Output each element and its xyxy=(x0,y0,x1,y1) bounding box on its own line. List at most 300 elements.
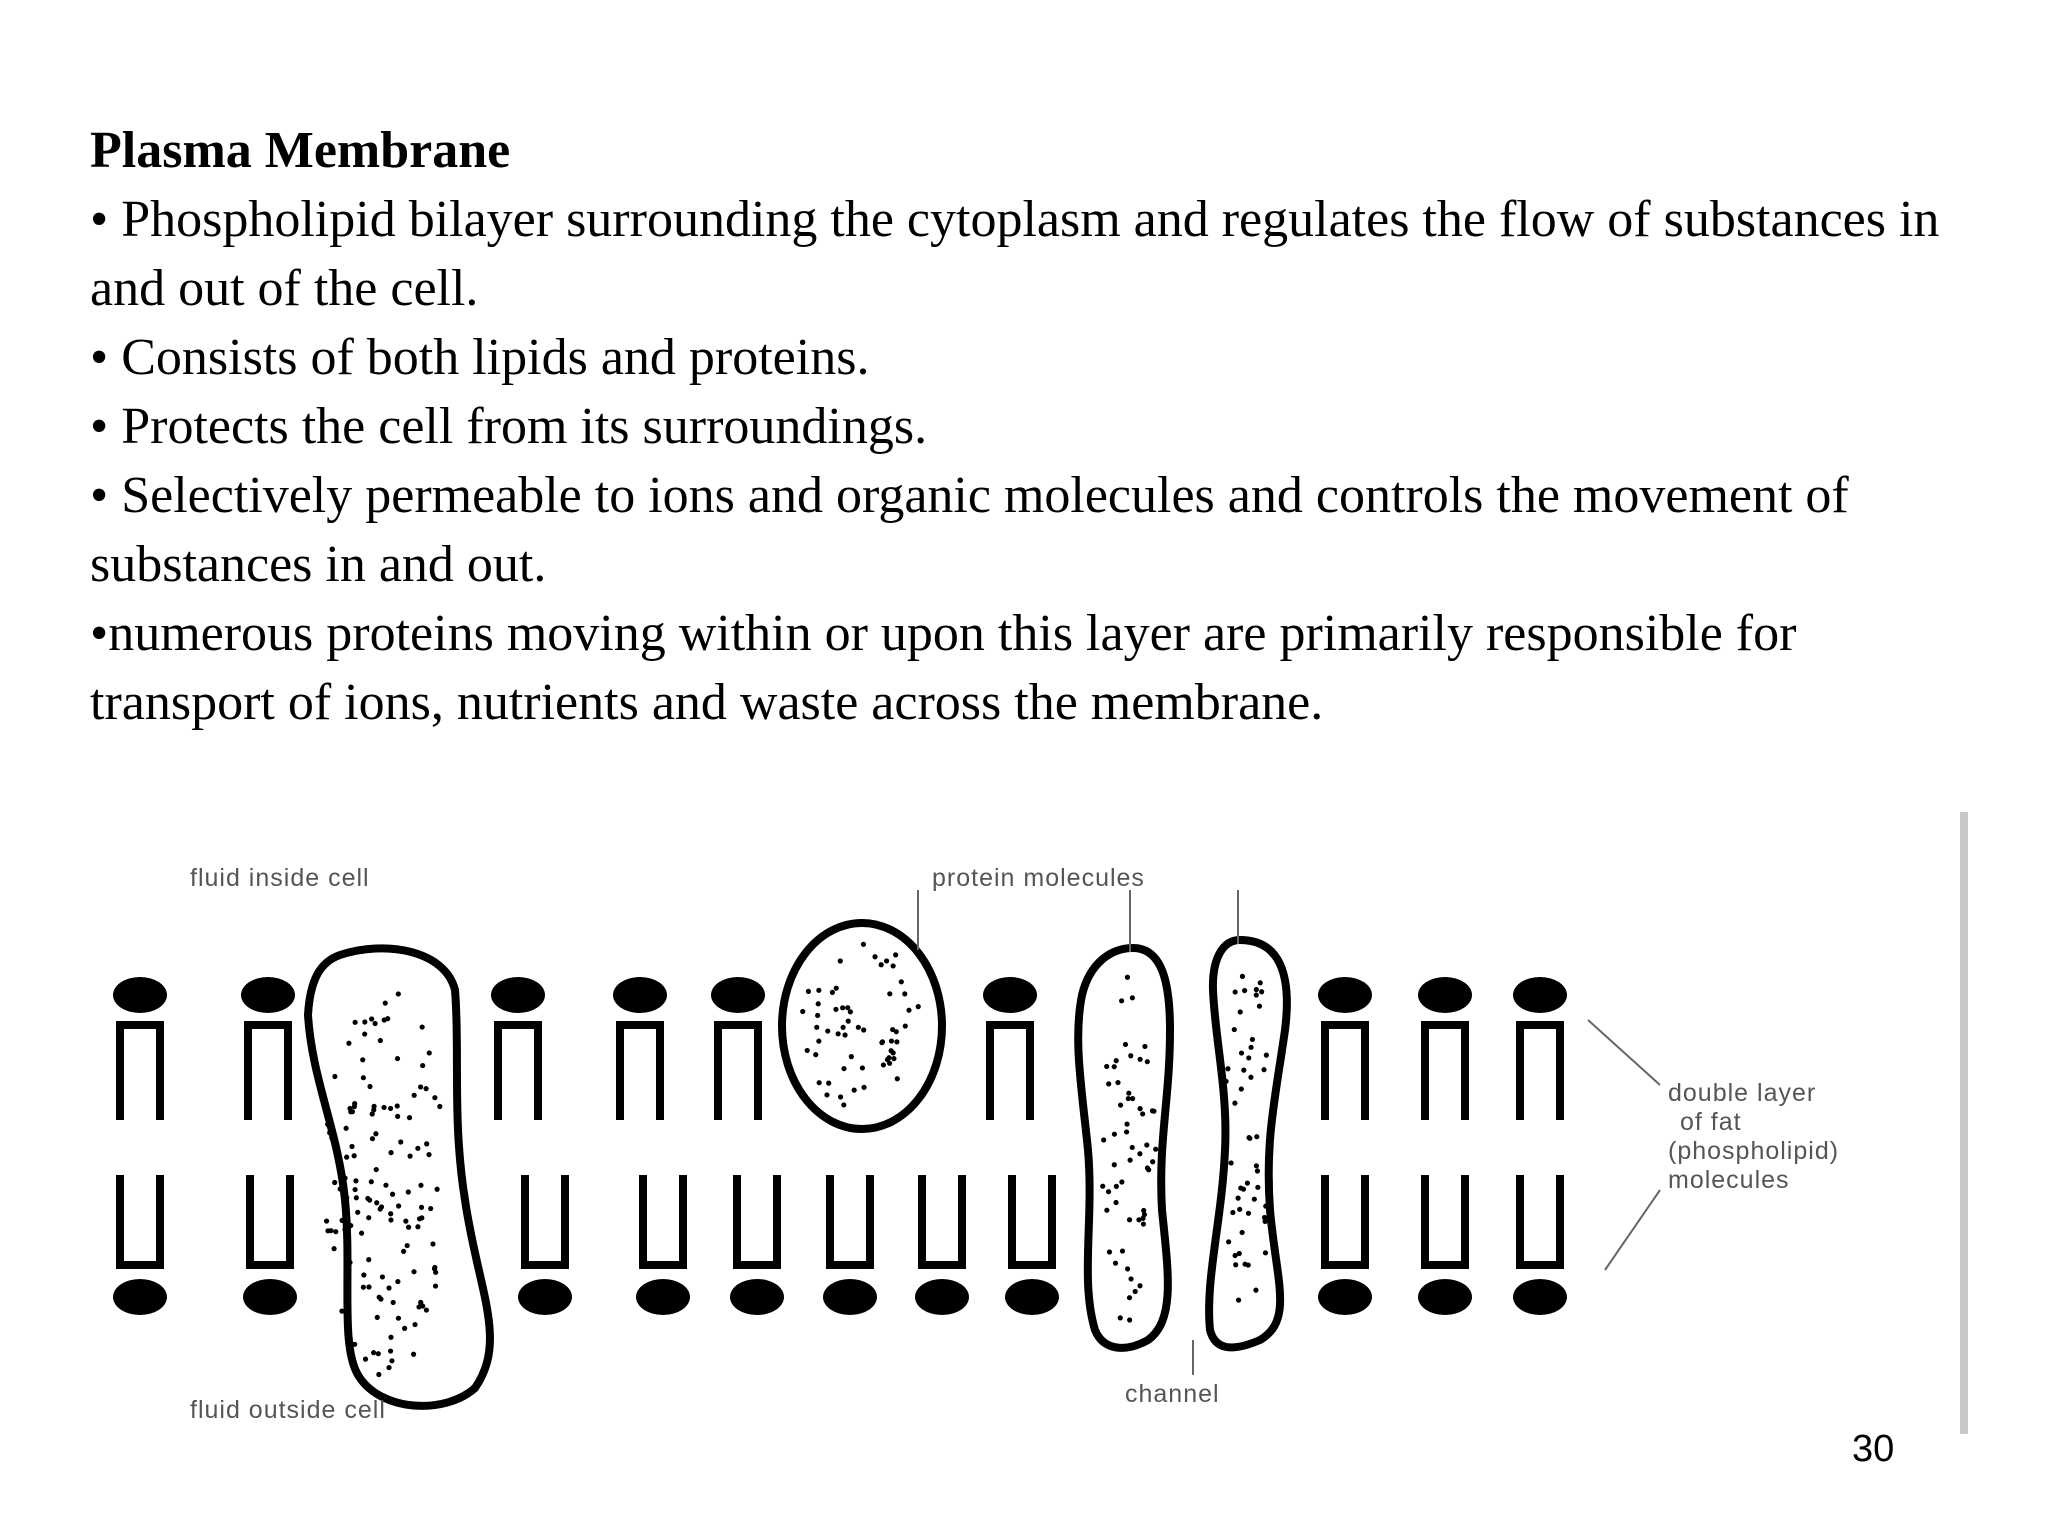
protein-dot xyxy=(840,1005,845,1010)
protein-dot xyxy=(861,1027,866,1032)
phospholipid-head xyxy=(823,1279,877,1315)
protein-dot xyxy=(371,1104,376,1109)
protein-dot xyxy=(1138,1106,1143,1111)
protein-dot xyxy=(360,1057,365,1062)
protein-dot xyxy=(332,1074,337,1079)
phospholipid-tail xyxy=(620,1025,660,1120)
phospholipid-head xyxy=(518,1279,572,1315)
protein-dot xyxy=(424,1141,429,1146)
protein-dot xyxy=(836,1031,841,1036)
protein-dot xyxy=(403,1219,408,1224)
protein-dot xyxy=(367,1084,372,1089)
protein-dot xyxy=(437,1104,442,1109)
protein-dot xyxy=(433,1283,438,1288)
protein-dot xyxy=(352,1187,357,1192)
protein-dot xyxy=(426,1152,431,1157)
protein-dot xyxy=(806,989,811,994)
protein-dot xyxy=(427,1050,432,1055)
protein-dot xyxy=(815,1013,820,1018)
protein-dot xyxy=(1236,1298,1241,1303)
protein-dot xyxy=(354,1195,359,1200)
protein-dot xyxy=(1114,1184,1119,1189)
protein-dot xyxy=(366,1284,371,1289)
protein-dot xyxy=(916,1004,921,1009)
protein-dot xyxy=(346,1041,351,1046)
protein-dot xyxy=(359,1231,364,1236)
protein-dot xyxy=(1224,1079,1229,1084)
protein-dot xyxy=(388,1106,393,1111)
protein-dot xyxy=(1240,1230,1245,1235)
protein-dot xyxy=(406,1225,411,1230)
protein-dot xyxy=(406,1189,411,1194)
protein-dot xyxy=(1113,1261,1118,1266)
protein-dot xyxy=(1130,1145,1135,1150)
phospholipid-head xyxy=(983,977,1037,1013)
protein-dot xyxy=(375,1315,380,1320)
protein-dot xyxy=(402,1326,407,1331)
protein-dot xyxy=(430,1241,435,1246)
bullet-1: • Phospholipid bilayer surrounding the cytoplasm and regulates the flow of substances in and out of the cell. xyxy=(90,191,1940,317)
protein-dot xyxy=(373,1021,378,1026)
protein-dot xyxy=(1119,998,1124,1003)
protein-dot xyxy=(380,1274,385,1279)
protein-dot xyxy=(805,1048,810,1053)
protein-dot xyxy=(1123,1042,1128,1047)
protein-dot xyxy=(852,1088,857,1093)
protein-dot xyxy=(1255,1185,1260,1190)
protein-dot xyxy=(432,1265,437,1270)
protein-dot xyxy=(411,1269,416,1274)
protein-dot xyxy=(894,1039,899,1044)
protein-dot xyxy=(382,1017,387,1022)
protein-dot xyxy=(374,1167,379,1172)
protein-dot xyxy=(1240,974,1245,979)
protein-dot xyxy=(338,1186,343,1191)
protein-dot xyxy=(1254,987,1259,992)
protein-dot xyxy=(1104,1064,1109,1069)
protein-dot xyxy=(362,1019,367,1024)
protein-dot xyxy=(891,1056,896,1061)
protein-dot xyxy=(889,1038,894,1043)
phospholipid-head xyxy=(491,977,545,1013)
phospholipid-tail xyxy=(1325,1025,1365,1120)
protein-dot xyxy=(1118,1102,1123,1107)
phospholipid-tail xyxy=(1520,1175,1560,1265)
slide-text xyxy=(90,116,1990,737)
bullet-5: •numerous proteins moving within or upon this layer are primarily responsible for transport of ions, nutrients and waste across the membrane. xyxy=(90,605,1797,731)
bullet-3: • Protects the cell from its surroundings. xyxy=(90,398,928,455)
phospholipid-head xyxy=(730,1279,784,1315)
phospholipid-head xyxy=(1418,977,1472,1013)
phospholipid-head xyxy=(1513,1279,1567,1315)
protein-dot xyxy=(1246,1211,1251,1216)
protein-dot xyxy=(412,1322,417,1327)
protein-dot xyxy=(1239,1086,1244,1091)
phospholipid-tail xyxy=(120,1175,160,1265)
protein-dot xyxy=(355,1210,360,1215)
protein-dot xyxy=(381,1105,386,1110)
protein-dot xyxy=(1225,1066,1230,1071)
protein-dot xyxy=(1137,1283,1142,1288)
protein-dot xyxy=(333,1229,338,1234)
membrane-diagram xyxy=(0,800,2048,1440)
protein-dot xyxy=(415,1224,420,1229)
protein-dot xyxy=(813,1052,818,1057)
protein-dot xyxy=(1226,1239,1231,1244)
protein-dot xyxy=(331,1246,336,1251)
protein-dot xyxy=(1268,1180,1273,1185)
protein-dot xyxy=(361,1272,366,1277)
protein-dot xyxy=(1141,1221,1146,1226)
protein-dot xyxy=(826,1081,831,1086)
protein-dot xyxy=(1263,1204,1268,1209)
protein-dot xyxy=(848,1009,853,1014)
protein-dot xyxy=(363,1357,368,1362)
protein-dot xyxy=(879,962,884,967)
protein-dot xyxy=(424,1307,429,1312)
protein-dot xyxy=(377,1295,382,1300)
protein-dot xyxy=(352,1153,357,1158)
label-double-layer-1: double layer xyxy=(1668,1079,1817,1107)
protein-dot xyxy=(1237,1207,1242,1212)
protein-dot xyxy=(1136,1217,1141,1222)
protein-dot xyxy=(398,1139,403,1144)
protein-dot xyxy=(419,1205,424,1210)
protein-dot xyxy=(838,958,843,963)
protein-dot xyxy=(388,1217,393,1222)
protein-dot xyxy=(1106,1081,1111,1086)
protein-dot xyxy=(1115,1080,1120,1085)
protein-dot xyxy=(386,1285,391,1290)
protein-dot xyxy=(1140,1111,1145,1116)
protein-dot xyxy=(1242,988,1247,993)
protein-dot xyxy=(1112,1132,1117,1137)
protein-dot xyxy=(1142,1212,1147,1217)
protein-dot xyxy=(418,1084,423,1089)
phospholipid-tail xyxy=(830,1175,870,1265)
protein-dot xyxy=(1253,1288,1258,1293)
protein-dot xyxy=(378,1038,383,1043)
protein-dot xyxy=(886,1055,891,1060)
phospholipid-head xyxy=(711,977,765,1013)
protein-dot xyxy=(428,1206,433,1211)
protein-dot xyxy=(1238,1009,1243,1014)
protein-dot xyxy=(344,1155,349,1160)
protein-dot xyxy=(1120,1248,1125,1253)
protein-molecule-large xyxy=(308,948,490,1405)
protein-dot xyxy=(1146,1167,1151,1172)
slide-title: Plasma Membrane xyxy=(90,122,511,179)
protein-dot xyxy=(1246,1055,1251,1060)
protein-dot xyxy=(846,1019,851,1024)
protein-dot xyxy=(902,991,907,996)
phospholipid-tail xyxy=(1425,1025,1465,1120)
protein-dot xyxy=(395,1103,400,1108)
protein-dot xyxy=(1104,1208,1109,1213)
protein-dot xyxy=(1259,989,1264,994)
protein-dot xyxy=(343,1231,348,1236)
protein-dot xyxy=(376,1351,381,1356)
protein-dot xyxy=(1100,1184,1105,1189)
protein-dot xyxy=(838,1094,843,1099)
pointer-line-layer-top xyxy=(1588,1020,1660,1085)
label-double-layer-3: (phospholipid) xyxy=(1668,1137,1840,1165)
protein-dot xyxy=(1106,1189,1111,1194)
protein-dot xyxy=(824,1092,829,1097)
protein-dot xyxy=(849,1054,854,1059)
protein-dot xyxy=(1118,1315,1123,1320)
protein-dot xyxy=(418,1183,423,1188)
protein-dot xyxy=(367,1198,372,1203)
diagram-right-border xyxy=(1960,812,1968,1434)
bullet-2: • Consists of both lipids and proteins. xyxy=(90,329,870,386)
protein-dot xyxy=(1138,1057,1143,1062)
protein-dot xyxy=(1130,1096,1135,1101)
protein-dot xyxy=(415,1146,420,1151)
protein-dot xyxy=(411,1352,416,1357)
protein-dot xyxy=(1145,1059,1150,1064)
protein-dot xyxy=(841,1025,846,1030)
protein-dot xyxy=(1144,1142,1149,1147)
protein-dot xyxy=(378,1206,383,1211)
protein-dot xyxy=(352,1342,357,1347)
protein-dot xyxy=(1262,1219,1267,1224)
protein-dot xyxy=(1113,1200,1118,1205)
phospholipid-tail xyxy=(525,1175,565,1265)
phospholipid-head xyxy=(1418,1279,1472,1315)
protein-dot xyxy=(370,1111,375,1116)
protein-dot xyxy=(1150,1159,1155,1164)
protein-dot xyxy=(906,1008,911,1013)
protein-dot xyxy=(1124,1129,1129,1134)
protein-dot xyxy=(1230,1210,1235,1215)
protein-dot xyxy=(1255,1168,1260,1173)
protein-dot xyxy=(841,1066,846,1071)
protein-dot xyxy=(1257,1004,1262,1009)
label-fluid-outside-cell: fluid outside cell xyxy=(190,1396,386,1424)
protein-dot xyxy=(395,1056,400,1061)
label-double-layer-4: molecules xyxy=(1668,1166,1790,1194)
protein-dot xyxy=(376,1372,381,1377)
protein-dot xyxy=(884,958,889,963)
label-double-layer-2: of fat xyxy=(1680,1108,1742,1136)
protein-dot xyxy=(1127,1217,1132,1222)
protein-dot xyxy=(405,1243,410,1248)
protein-dot xyxy=(816,1039,821,1044)
protein-dot xyxy=(345,1218,350,1223)
protein-dot xyxy=(1107,1249,1112,1254)
protein-dot xyxy=(401,1249,406,1254)
protein-dot xyxy=(386,1365,391,1370)
protein-dot xyxy=(347,1260,352,1265)
protein-dot xyxy=(395,1114,400,1119)
phospholipid-head xyxy=(241,977,295,1013)
protein-dot xyxy=(348,1223,353,1228)
phospholipid-tail xyxy=(990,1025,1030,1120)
page-number: 30 xyxy=(1852,1428,1895,1470)
protein-dot xyxy=(418,1300,423,1305)
protein-dot xyxy=(1247,1136,1252,1141)
protein-dot xyxy=(366,1257,371,1262)
protein-dot xyxy=(369,1179,374,1184)
protein-dot xyxy=(339,1218,344,1223)
protein-dot xyxy=(370,1136,375,1141)
protein-dot xyxy=(861,942,866,947)
protein-dot xyxy=(339,1309,344,1314)
protein-dot xyxy=(417,1216,422,1221)
protein-dot xyxy=(1232,1253,1237,1258)
protein-dot xyxy=(1239,1050,1244,1055)
protein-dot xyxy=(343,1126,348,1131)
protein-dot xyxy=(1127,1317,1132,1322)
protein-dot xyxy=(1126,1091,1131,1096)
protein-dot xyxy=(891,1050,896,1055)
protein-dot xyxy=(388,1348,393,1353)
protein-dot xyxy=(1235,1196,1240,1201)
protein-dot xyxy=(1133,1289,1138,1294)
protein-dot xyxy=(1232,1101,1237,1106)
phospholipid-head xyxy=(1513,977,1567,1013)
phospholipid-tail xyxy=(1012,1175,1052,1265)
protein-dot xyxy=(1137,1151,1142,1156)
protein-dot xyxy=(872,954,877,959)
protein-dot xyxy=(361,1075,366,1080)
phospholipid-head xyxy=(1318,1279,1372,1315)
protein-dot xyxy=(1246,1262,1251,1267)
protein-dot xyxy=(816,1001,821,1006)
protein-dot xyxy=(860,1065,865,1070)
phospholipid-head xyxy=(113,1279,167,1315)
protein-dot xyxy=(1258,980,1263,985)
protein-dot xyxy=(371,1350,376,1355)
protein-dot xyxy=(1254,1163,1259,1168)
protein-dot xyxy=(383,1000,388,1005)
protein-dot xyxy=(388,1335,393,1340)
protein-dot xyxy=(841,1102,846,1107)
protein-dot xyxy=(390,1192,395,1197)
protein-dot xyxy=(834,986,839,991)
protein-dot xyxy=(816,988,821,993)
protein-dot xyxy=(1130,995,1135,1000)
protein-dot xyxy=(1128,1158,1133,1163)
protein-dot xyxy=(1153,1147,1158,1152)
protein-dot xyxy=(830,990,835,995)
protein-dot xyxy=(324,1218,329,1223)
protein-dot xyxy=(344,1195,349,1200)
protein-dot xyxy=(366,1215,371,1220)
protein-dot xyxy=(1128,1053,1133,1058)
protein-dot xyxy=(327,1130,332,1135)
protein-dot xyxy=(800,1009,805,1014)
protein-dot xyxy=(895,1076,900,1081)
phospholipid-tail xyxy=(250,1175,290,1265)
protein-dot xyxy=(893,952,898,957)
protein-dot xyxy=(1151,1109,1156,1114)
protein-dot xyxy=(1245,1180,1250,1185)
protein-dot xyxy=(1112,1064,1117,1069)
protein-dot xyxy=(396,991,401,996)
protein-dot xyxy=(1228,1160,1233,1165)
phospholipid-tail xyxy=(1325,1175,1365,1265)
protein-dot xyxy=(391,1300,396,1305)
protein-dot xyxy=(389,1358,394,1363)
protein-dot xyxy=(407,1154,412,1159)
protein-dot xyxy=(1261,1067,1266,1072)
protein-dot xyxy=(1254,1134,1259,1139)
protein-dot xyxy=(1252,1197,1257,1202)
protein-dot xyxy=(342,1176,347,1181)
label-fluid-inside-cell: fluid inside cell xyxy=(190,864,370,892)
protein-dot xyxy=(899,979,904,984)
protein-dot xyxy=(388,1150,393,1155)
phospholipid-tail xyxy=(1520,1025,1560,1120)
protein-dot xyxy=(369,1016,374,1021)
protein-dot xyxy=(891,963,896,968)
phospholipid-tail xyxy=(718,1025,758,1120)
protein-dot xyxy=(1271,1112,1276,1117)
phospholipid-tail xyxy=(922,1175,962,1265)
protein-dot xyxy=(353,1178,358,1183)
phospholipid-tail xyxy=(120,1025,160,1120)
protein-dot xyxy=(903,1023,908,1028)
phospholipid-head xyxy=(1318,977,1372,1013)
phospholipid-tail xyxy=(737,1175,777,1265)
protein-dot xyxy=(1232,1027,1237,1032)
protein-dot xyxy=(861,1085,866,1090)
protein-dot xyxy=(887,991,892,996)
protein-dot xyxy=(416,1304,421,1309)
protein-dot xyxy=(373,1131,378,1136)
protein-dot xyxy=(352,1104,357,1109)
protein-dot xyxy=(1241,1187,1246,1192)
protein-dot xyxy=(433,1270,438,1275)
protein-dot xyxy=(329,1135,334,1140)
protein-dot xyxy=(332,1180,337,1185)
protein-dot xyxy=(1125,975,1130,980)
protein-dot xyxy=(383,1183,388,1188)
protein-dot xyxy=(825,1028,830,1033)
protein-dot xyxy=(361,1285,366,1290)
protein-dot xyxy=(396,1203,401,1208)
protein-dot xyxy=(814,1025,819,1030)
label-protein-molecules: protein molecules xyxy=(932,864,1145,892)
protein-dot xyxy=(1127,1295,1132,1300)
protein-dot xyxy=(1263,1250,1268,1255)
protein-dot xyxy=(396,1316,401,1321)
phospholipid-head xyxy=(1005,1279,1059,1315)
protein-dot xyxy=(1264,1053,1269,1058)
protein-dot xyxy=(349,1144,354,1149)
bullet-4: • Selectively permeable to ions and organic molecules and controls the movement of substances in and out. xyxy=(90,467,1849,593)
protein-dot xyxy=(1142,1044,1147,1049)
label-channel: channel xyxy=(1125,1380,1220,1408)
protein-dot xyxy=(325,1122,330,1127)
protein-dot xyxy=(880,1039,885,1044)
protein-molecule-channel-right xyxy=(1209,940,1287,1347)
phospholipid-tail xyxy=(1425,1175,1465,1265)
protein-dot xyxy=(1254,992,1259,997)
protein-dot xyxy=(833,1007,838,1012)
protein-dot xyxy=(881,1062,886,1067)
phospholipid-head xyxy=(243,1279,297,1315)
protein-dot xyxy=(1119,1179,1124,1184)
protein-dot xyxy=(362,1031,367,1036)
protein-dot xyxy=(412,1093,417,1098)
protein-dot xyxy=(890,1027,895,1032)
protein-dot xyxy=(1248,1045,1253,1050)
protein-dot xyxy=(1128,1276,1133,1281)
protein-dot xyxy=(856,1025,861,1030)
